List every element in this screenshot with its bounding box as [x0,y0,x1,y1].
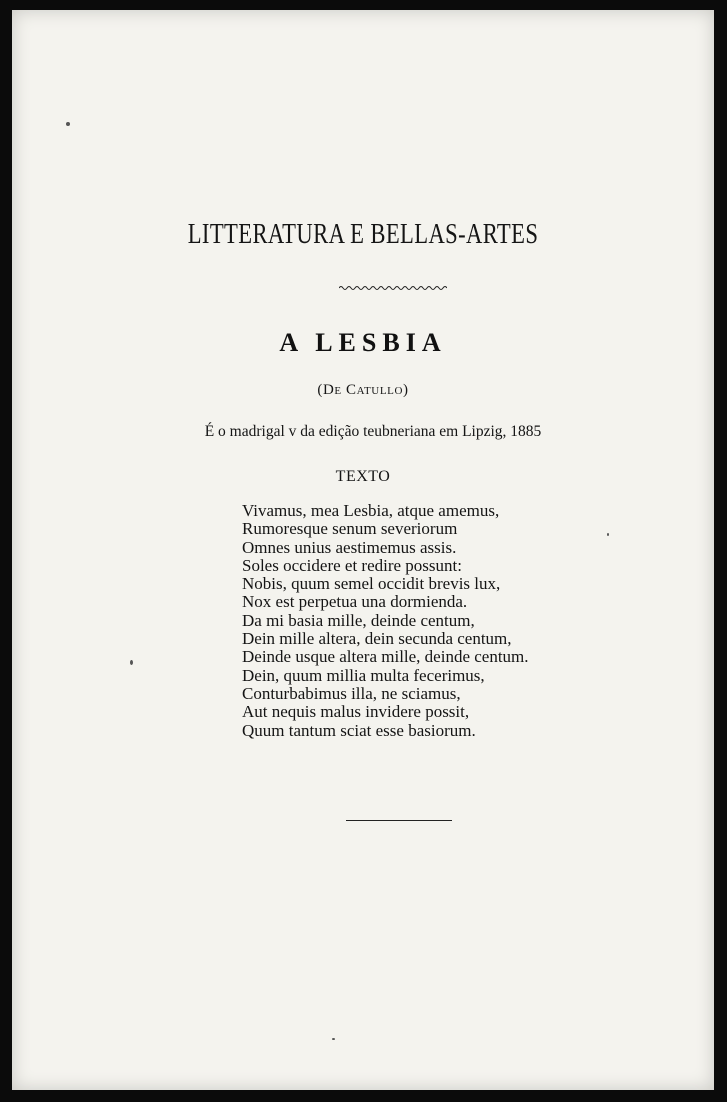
poem-line: Da mi basia mille, deinde centum, [242,610,475,630]
poem-line: Dein, quum millia multa fecerimus, [242,665,485,685]
book-page [12,10,714,1090]
poem-line: Rumoresque senum severiorum [242,519,458,539]
poem-line: Aut nequis malus invidere possit, [242,702,470,722]
poem-line: Conturbabimus illa, ne sciamus, [242,683,461,703]
poem-line: Nobis, quum semel occidit brevis lux, [242,574,501,594]
poem-line: Vivamus, mea Lesbia, atque amemus, [242,501,500,520]
poem-subtitle: (De Catullo) [317,382,409,398]
edition-note: É o madrigal v da edição teubneriana em Lipzig, 1885 [204,423,542,440]
texto-heading: TEXTO [335,468,391,485]
poem-line: Deinde usque altera mille, deinde centum. [242,647,529,667]
paper-speck [66,122,70,126]
closing-rule [346,820,452,821]
paper-speck [332,1038,335,1040]
poem-line: Omnes unius aestimemus assis. [242,537,457,557]
poem-line: Quum tantum sciat esse basiorum. [242,720,476,740]
paper-speck [130,660,133,665]
poem-line: Nox est perpetua una dormienda. [242,592,468,612]
wavy-ornament [339,284,447,292]
poem-text [242,502,529,740]
paper-speck [607,533,609,536]
section-title: LITTERATURA E BELLAS-ARTES [187,218,539,250]
poem-title: A LESBIA [279,328,447,357]
poem-line: Soles occidere et redire possunt: [242,555,462,575]
poem-line: Dein mille altera, dein secunda centum, [242,629,512,649]
